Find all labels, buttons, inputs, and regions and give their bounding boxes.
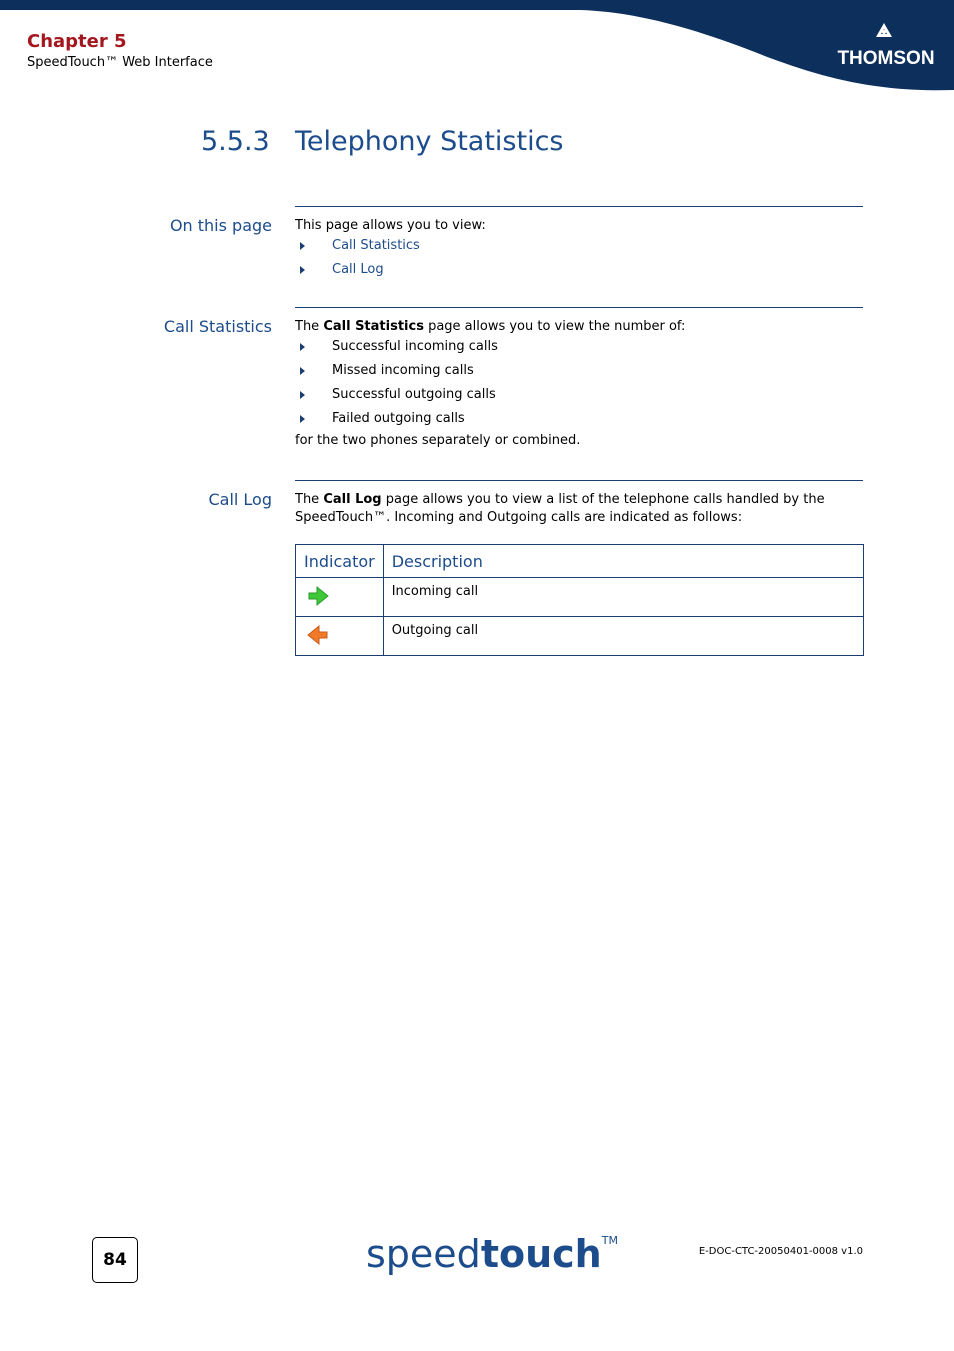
call-statistics-outro: for the two phones separately or combined. xyxy=(295,433,581,448)
table-header-row xyxy=(296,545,864,578)
chapter-subtitle: SpeedTouch™ Web Interface xyxy=(27,55,213,70)
bullet-icon xyxy=(300,391,305,399)
indicator-table xyxy=(295,544,864,656)
call-statistics-list xyxy=(295,335,863,431)
green-right-arrow-icon xyxy=(306,584,330,608)
page-number: 84 xyxy=(92,1237,138,1283)
side-heading-on-this-page: On this page xyxy=(169,216,272,235)
call-statistics-intro: The Call Statistics page allows you to view the number of: xyxy=(295,319,686,334)
list-item: Successful outgoing calls xyxy=(295,383,863,407)
bullet-icon xyxy=(300,266,305,274)
table-row xyxy=(296,617,864,656)
section-title: Telephony Statistics xyxy=(295,126,564,157)
chapter-label: Chapter 5 xyxy=(27,31,127,52)
divider xyxy=(295,206,863,207)
on-this-page-content xyxy=(295,217,863,282)
side-heading-call-log: Call Log xyxy=(208,490,272,509)
divider xyxy=(295,480,863,481)
link-call-statistics[interactable]: Call Statistics xyxy=(295,234,863,258)
indicator-cell xyxy=(296,578,384,617)
brand-text: THOMSON xyxy=(837,48,935,69)
header-banner xyxy=(0,0,954,92)
call-log-intro: The Call Log page allows you to view a list of the telephone calls handled by the SpeedTouch™. Incoming and Outgoing calls are indicated as follows: xyxy=(295,492,825,525)
indicator-cell xyxy=(296,617,384,656)
column-header-description: Description xyxy=(383,545,863,578)
table-row xyxy=(296,578,864,617)
side-heading-call-statistics: Call Statistics xyxy=(163,317,272,336)
link-call-log[interactable]: Call Log xyxy=(295,258,863,282)
column-header-indicator: Indicator xyxy=(296,545,384,578)
thomson-logo xyxy=(836,20,936,72)
list-item: Failed outgoing calls xyxy=(295,407,863,431)
divider xyxy=(295,307,863,308)
description-cell: Outgoing call xyxy=(383,617,863,656)
bullet-icon xyxy=(300,367,305,375)
call-statistics-content xyxy=(295,318,863,450)
on-this-page-links xyxy=(295,234,863,282)
on-this-page-intro: This page allows you to view: xyxy=(295,218,486,233)
thomson-emblem-icon xyxy=(836,20,936,72)
section-number: 5.5.3 xyxy=(201,126,270,157)
list-item: Successful incoming calls xyxy=(295,335,863,359)
document-id: E-DOC-CTC-20050401-0008 v1.0 xyxy=(698,1246,863,1257)
orange-left-arrow-icon xyxy=(306,623,330,647)
bullet-icon xyxy=(300,343,305,351)
bullet-icon xyxy=(300,415,305,423)
description-cell: Incoming call xyxy=(383,578,863,617)
list-item: Missed incoming calls xyxy=(295,359,863,383)
bullet-icon xyxy=(300,242,305,250)
speedtouch-logo: speedtouch™ xyxy=(366,1232,618,1276)
section-heading xyxy=(201,126,564,157)
